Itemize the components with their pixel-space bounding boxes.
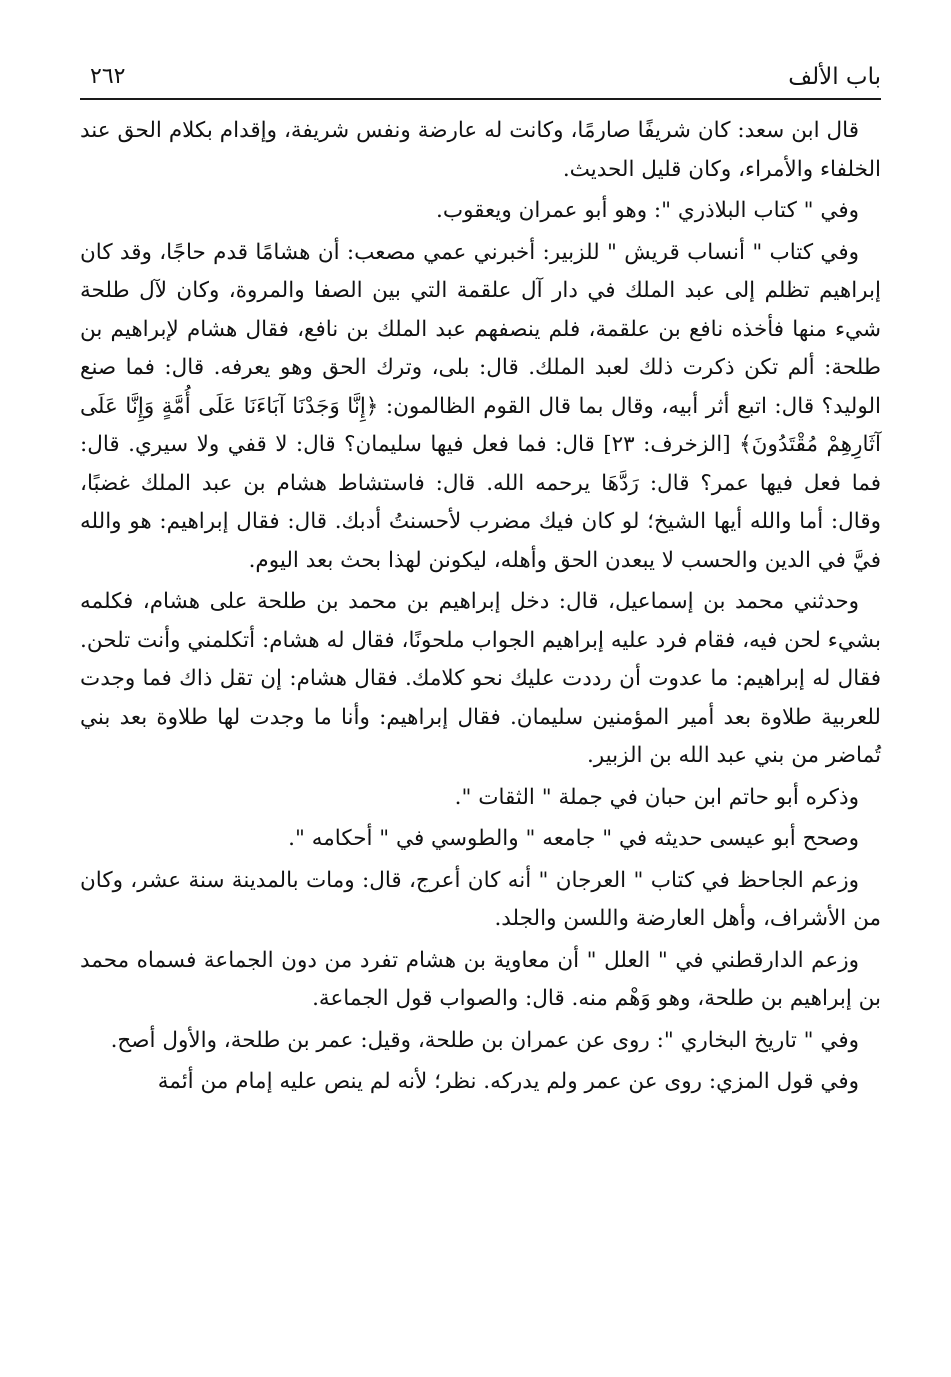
chapter-title: باب الألف bbox=[788, 64, 881, 90]
paragraph-jahiz: وزعم الجاحظ في كتاب " العرجان " أنه كان أعرج، قال: ومات بالمدينة سنة عشر، وكان من الأشراف، وأهل العارضة واللسن والجلد. bbox=[80, 867, 881, 931]
paragraph-ansab-quraysh: وفي كتاب " أنساب قريش " للزبير: أخبرني عمي مصعب: أن هشامًا قدم حاجًا، وقد كان إبراهيم تظلم إلى عبد الملك في دار آل علقمة التي بين الصفا والمروة، وكان لآل طلحة شيء منها فأخذه نافع بن علقمة، فلم ينصفهم عبد الملك بن نافع، فقال هشام لإبراهيم بن طلحة: ألم تكن ذكرت ذلك لعبد الملك. قال: بلى، وترك الحق وهو يعرفه. قال: فما صنع الوليد؟ قال: اتبع أثر أبيه، وقال بما قال القوم الظالمون: ﴿إِنَّا وَجَدْنَا آبَاءَنَا عَلَى أُمَّةٍ وَإِنَّا عَلَى آثَارِهِمْ مُقْتَدُونَ﴾ [الزخرف: ٢٣] قال: فما فعل فيها سليمان؟ قال: لا قفي ولا سيري. قال: فما فعل فيها عمر؟ قال: رَدَّهَا يرحمه الله. قال: فاستشاط هشام بن عبد الملك غضبًا، وقال: أما والله أيها الشيخ؛ لو كان فيك مضرب لأحسنتُ أدبك. قال: فقال إبراهيم: هو والله فيَّ في الدين والحسب لا يبعدن الحق وأهله، ليكونن لهذا بحث بعد اليوم. bbox=[80, 239, 881, 573]
header-divider bbox=[80, 98, 881, 100]
page-header bbox=[80, 58, 881, 98]
paragraph-ibn-saad: قال ابن سعد: كان شريفًا صارمًا، وكانت له عارضة ونفس شريفة، وإقدام بكلام الحق عند الخلفاء والأمراء، وكان قليل الحديث. bbox=[80, 118, 881, 182]
paragraph-baladhuri: وفي " كتاب البلاذري ": وهو أبو عمران ويعقوب. bbox=[436, 198, 859, 223]
paragraph-daraqutni: وزعم الدارقطني في " العلل " أن معاوية بن هشام تفرد من دون الجماعة فسماه محمد بن إبراهيم بن طلحة، وهو وَهْم منه. قال: والصواب قول الجماعة. bbox=[80, 947, 881, 1011]
paragraph-ibn-hibban: وذكره أبو حاتم ابن حبان في جملة " الثقات ". bbox=[454, 784, 859, 810]
paragraph-abu-isa: وصحح أبو عيسى حديثه في " جامعه " والطوسي في " أحكامه ". bbox=[288, 826, 859, 851]
paragraph-mizzi: وفي قول المزي: روى عن عمر ولم يدركه. نظر؛ لأنه لم ينص عليه إمام من أئمة bbox=[157, 1069, 859, 1094]
page-body bbox=[80, 112, 881, 1105]
page-number: ٢٦٢ bbox=[90, 64, 126, 89]
paragraph-bukhari: وفي " تاريخ البخاري ": روى عن عمران بن طلحة، وقيل: عمر بن طلحة، والأول أصح. bbox=[110, 1027, 859, 1053]
paragraph-muhammad-ibn-ismail: وحدثني محمد بن إسماعيل، قال: دخل إبراهيم بن محمد بن طلحة على هشام، فكلمه بشيء لحن فيه، فقام فرد عليه إبراهيم الجواب ملحونًا، فقال له هشام: أتكلمني وأنت تلحن. فقال له إبراهيم: ما عدوت أن رددت عليك نحو كلامك. فقال هشام: إن تقل ذاك فما وجدت للعربية طلاوة بعد أمير المؤمنين سليمان. فقال إبراهيم: وأنا ما وجدت لها طلاوة بعد بني تُماضر من بني عبد الله بن الزبير. bbox=[80, 589, 881, 768]
